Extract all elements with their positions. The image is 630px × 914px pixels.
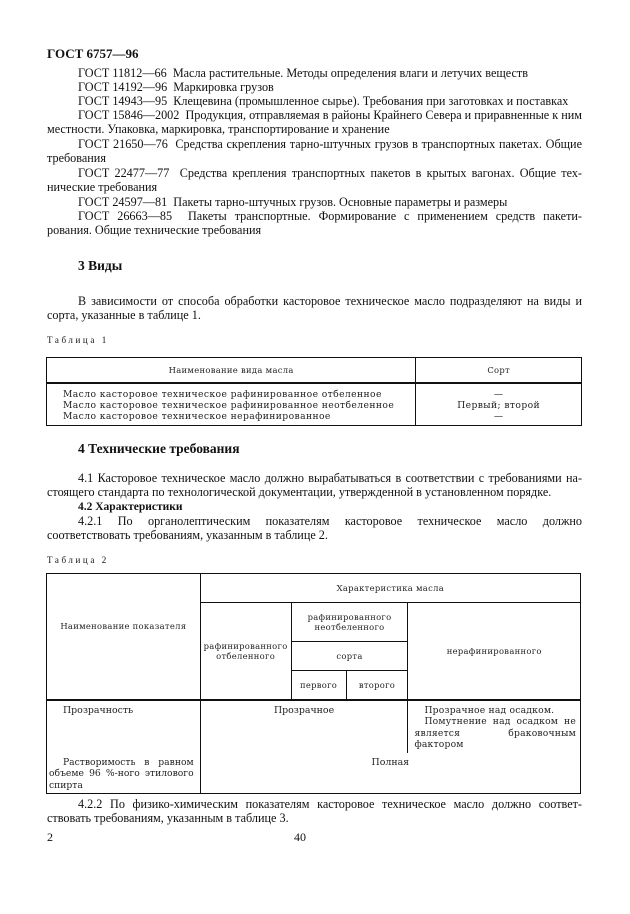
reference-item: ГОСТ 15846—2002 Продукция, отправляемая в районы Крайнего Севера и приравненные к ним местности. Упаковка, маркировка, транспортирование и хранение bbox=[47, 108, 582, 137]
table-1-header-name: Наименование вида масла bbox=[47, 358, 416, 383]
table-2-unrefined-line1: Прозрачное над осадком. bbox=[424, 704, 555, 716]
table-1-row-name: Масло касторовое техническое рафинированное отбеленное bbox=[63, 388, 382, 400]
table-2-row-indicator: Растворимость в равном объеме 96 %-ного этилового спирта bbox=[47, 753, 201, 794]
reference-item: ГОСТ 22477—77 Средства крепления транспортных пакетов в крытых вагонах. Общие тех-нические требования bbox=[47, 166, 582, 195]
table-1-row-name: Масло касторовое техническое рафинированное неотбеленное bbox=[63, 399, 395, 411]
document-header: ГОСТ 6757—96 bbox=[47, 46, 139, 61]
table-2-row-unrefined-value bbox=[408, 700, 581, 753]
table-1-caption: Таблица 1 bbox=[47, 335, 109, 345]
table-2-unrefined-line2: Помутнение над осадком не является браковочным фактором bbox=[414, 716, 576, 750]
heading-4-2: 4.2 Характеристики bbox=[78, 501, 183, 513]
table-2-header-indicator: Наименование показателя bbox=[47, 574, 201, 700]
table-2-header-refined-unbleached: рафинированного неотбеленного bbox=[291, 603, 408, 642]
table-2-row-refined-value: Прозрачное bbox=[200, 700, 408, 753]
table-2-row-indicator: Прозрачность bbox=[47, 700, 201, 753]
table-2-header-characteristic: Характеристика масла bbox=[200, 574, 580, 603]
table-1-names-cell bbox=[47, 383, 416, 426]
section-3-title: 3 Виды bbox=[78, 258, 123, 273]
reference-item: ГОСТ 11812—66 Масла растительные. Методы определения влаги и летучих веществ bbox=[78, 66, 528, 80]
section-4-title: 4 Технические требования bbox=[78, 441, 240, 456]
table-1-header-grade: Сорт bbox=[416, 358, 582, 383]
table-2-header-first: первого bbox=[291, 671, 346, 700]
table-1-row-grade: — bbox=[493, 410, 504, 422]
page-number-left: 2 bbox=[47, 830, 53, 844]
table-2-header-unrefined: нерафинированного bbox=[408, 603, 581, 700]
reference-item: ГОСТ 14192—96 Маркировка грузов bbox=[78, 80, 274, 94]
table-2 bbox=[46, 573, 581, 794]
table-2-header-refined-bleached: рафинированного отбеленного bbox=[200, 603, 291, 700]
paragraph-4-2-2: 4.2.2 По физико-химическим показателям касторовое техническое масло должно соответ-ствовать требованиям, указанным в таблице 3. bbox=[47, 797, 582, 826]
table-2-header-grade: сорта bbox=[291, 642, 408, 671]
table-2-caption: Таблица 2 bbox=[47, 555, 109, 565]
paragraph-4-2-1: 4.2.1 По органолептическим показателям касторовое техническое масло должно соответствовать требованиям, указанным в таблице 2. bbox=[47, 514, 582, 543]
table-1-row-grade: Первый; второй bbox=[457, 399, 541, 411]
table-1-grades-cell bbox=[416, 383, 582, 426]
table-2-row-all-value: Полная bbox=[200, 753, 580, 794]
table-1-row-name: Масло касторовое техническое нерафинированное bbox=[63, 410, 331, 422]
paragraph-4-1: 4.1 Касторовое техническое масло должно вырабатываться в соответствии с требованиями на-стоящего стандарта по технологической документации, утвержденной в установленном порядке. bbox=[47, 471, 582, 500]
table-2-header-second: второго bbox=[346, 671, 408, 700]
reference-item: ГОСТ 21650—76 Средства скрепления тарно-штучных грузов в транспортных пакетах. Общие требования bbox=[47, 137, 582, 166]
section-3-paragraph: В зависимости от способа обработки касторовое техническое масло подразделяют на виды и сорта, указанные в таблице 1. bbox=[47, 294, 582, 323]
table-1-row-grade: — bbox=[493, 388, 504, 400]
page-number-center: 40 bbox=[294, 830, 306, 844]
reference-item: ГОСТ 14943—95 Клещевина (промышленное сырье). Требования при заготовках и поставках bbox=[78, 94, 569, 108]
reference-item: ГОСТ 24597—81 Пакеты тарно-штучных грузов. Основные параметры и размеры bbox=[78, 195, 508, 209]
table-1 bbox=[46, 357, 582, 426]
reference-item: ГОСТ 26663—85 Пакеты транспортные. Формирование с применением средств пакети-рования. Общие технические требования bbox=[47, 209, 582, 238]
